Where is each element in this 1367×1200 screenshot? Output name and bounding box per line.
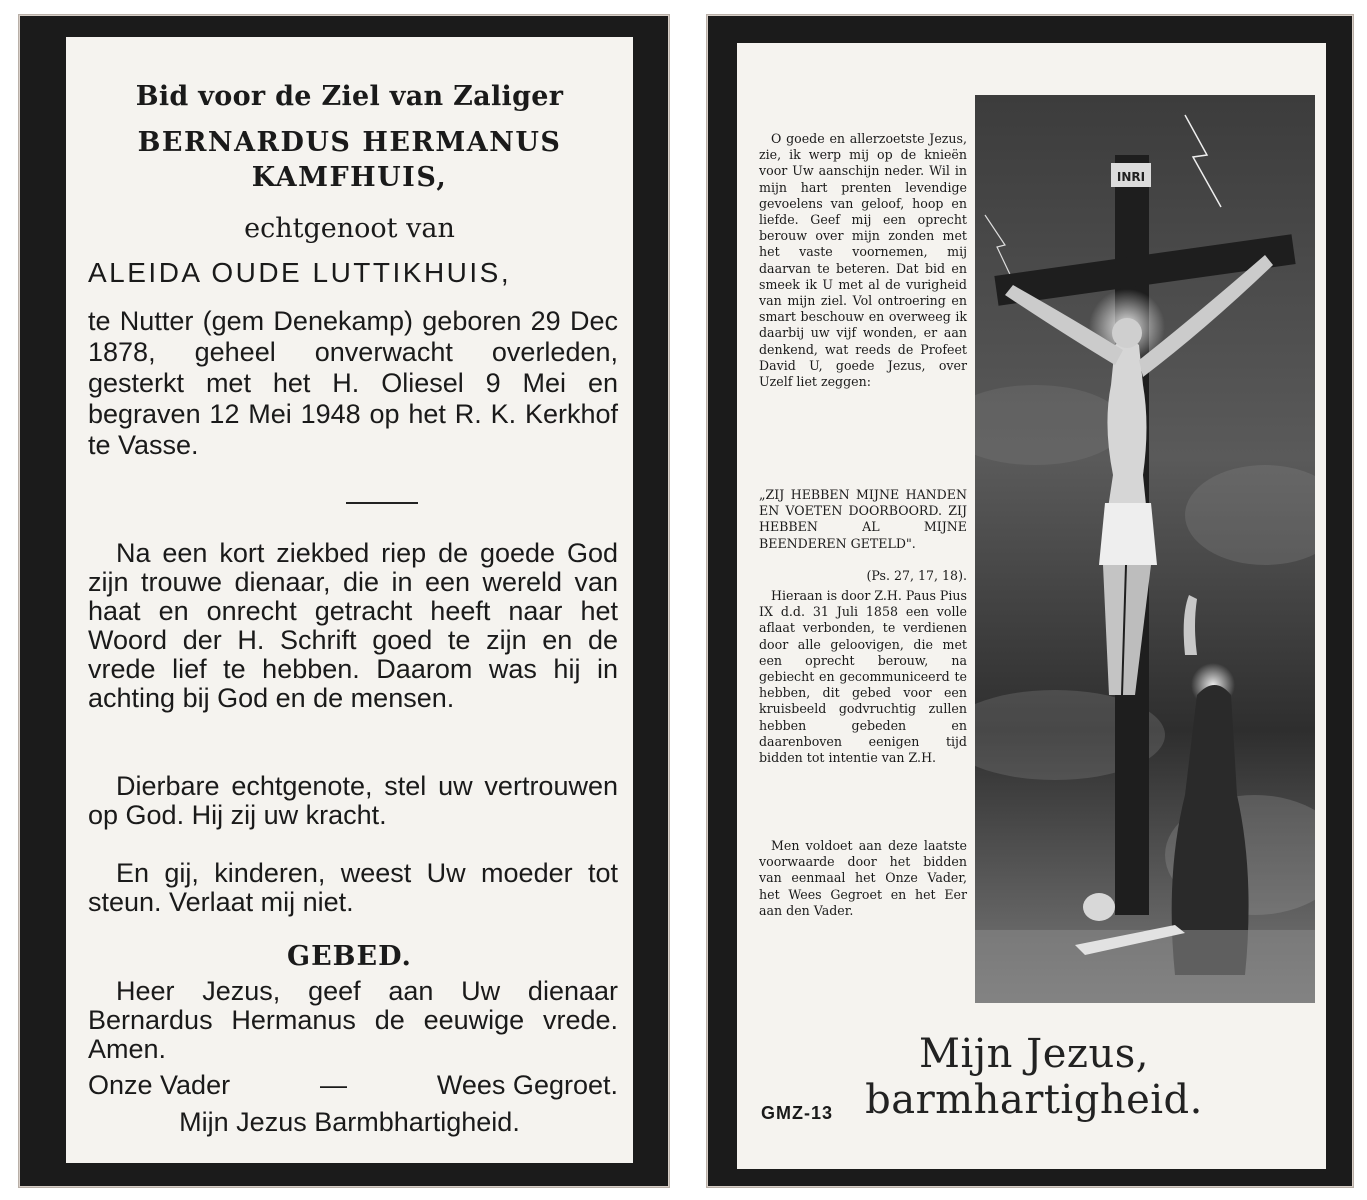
prayer-title: GEBED. xyxy=(287,941,412,972)
closing-prayers-line xyxy=(88,1070,618,1101)
crucifix-illustration xyxy=(975,95,1315,1003)
closing-invocation: Mijn Jezus Barmbhartigheid. xyxy=(179,1107,520,1137)
biography-text: te Nutter (gem Denekamp) geboren 29 Dec 1878, geheel onverwacht overleden, gesterkt met het H. Oliesel 9 Mei en begraven 12 Mei 1948 op het R. K. Kerkhof te Vasse. xyxy=(88,306,618,460)
closing-right: Wees Gegroet. xyxy=(436,1070,618,1100)
memorial-card-back xyxy=(706,14,1354,1188)
devotional-prayer: O goede en allerzoetste Jezus, zie, ik werp mij op de knieën voor Uw aanschijn neder. Wil in mijn hart prenten levendige gevoelens van geloof, hoop en liefde. Geef mij een oprecht berouw over mijn zonden met het vaste voornemen, mij daarvan te beteren. Dat bid en smeek ik U met al de vurigheid van mijn ziel. Vol ontroering en smart beschouw en overweeg ik daarbij uw vijf wonden, er aan denkend, wat reeds de Profeet David U, goede Jezus, over Uzelf liet zeggen: xyxy=(759,131,967,390)
conditions-text: Men voldoet aan deze laatste voorwaarde door het bidden van eenmaal het Onze Vader, het Wees Gegroet en het Eer aan den Vader. xyxy=(759,838,967,918)
paragraph-3: En gij, kinderen, weest Uw moeder tot steun. Verlaat mij niet. xyxy=(88,858,618,917)
psalm-quote: „ZIJ HEBBEN MIJNE HANDEN EN VOETEN DOORBOORD. ZIJ HEBBEN AL MIJNE BEENDEREN GETELD". xyxy=(759,487,967,551)
spouse-intro: echtgenoot van xyxy=(244,213,455,244)
closing-left: Onze Vader xyxy=(88,1070,231,1100)
card-front-paper xyxy=(66,37,633,1163)
divider xyxy=(346,502,418,504)
paragraph-1: Na een kort ziekbed riep de goede God zijn trouwe dienaar, die in een wereld van haat en onrecht getracht heeft naar het Woord der H. Schrift goed te zijn en de vrede lief te hebben. Daarom was hij in achting bij God en de mensen. xyxy=(88,538,618,713)
deceased-name-line2: KAMFHUIS, xyxy=(251,162,448,193)
indulgence-text: Hieraan is door Z.H. Paus Pius IX d.d. 31 Juli 1858 een volle aflaat verbonden, te verdienen door alle geloovigen, die met een oprecht berouw, na gebiecht en gecommuniceerd te hebben, dit gebed voor een kruisbeeld godvruchtig zullen hebben gebeden en daarenboven eenigen tijd bidden tot intentie van Z.H. xyxy=(759,588,967,766)
crucifixion-image xyxy=(975,95,1315,1003)
cross-inscription: INRI xyxy=(1116,170,1146,184)
card-back-paper xyxy=(737,43,1326,1169)
deceased-name-line1: BERNARDUS HERMANUS xyxy=(137,127,562,158)
card-heading: Bid voor de Ziel van Zaliger xyxy=(135,81,564,112)
spouse-name: ALEIDA OUDE LUTTIKHUIS, xyxy=(88,257,512,288)
psalm-reference: (Ps. 27, 17, 18). xyxy=(866,568,967,583)
memorial-card-front xyxy=(18,14,670,1188)
paragraph-2: Dierbare echtgenote, stel uw vertrouwen op God. Hij zij uw kracht. xyxy=(88,771,618,830)
closing-dash: — xyxy=(320,1070,347,1100)
footer-invocation: Mijn Jezus, barmhartigheid. xyxy=(865,1031,1203,1123)
card-code: GMZ-13 xyxy=(761,1103,834,1123)
prayer-text: Heer Jezus, geef aan Uw dienaar Bernardus Hermanus de eeuwige vrede. Amen. xyxy=(88,976,618,1064)
